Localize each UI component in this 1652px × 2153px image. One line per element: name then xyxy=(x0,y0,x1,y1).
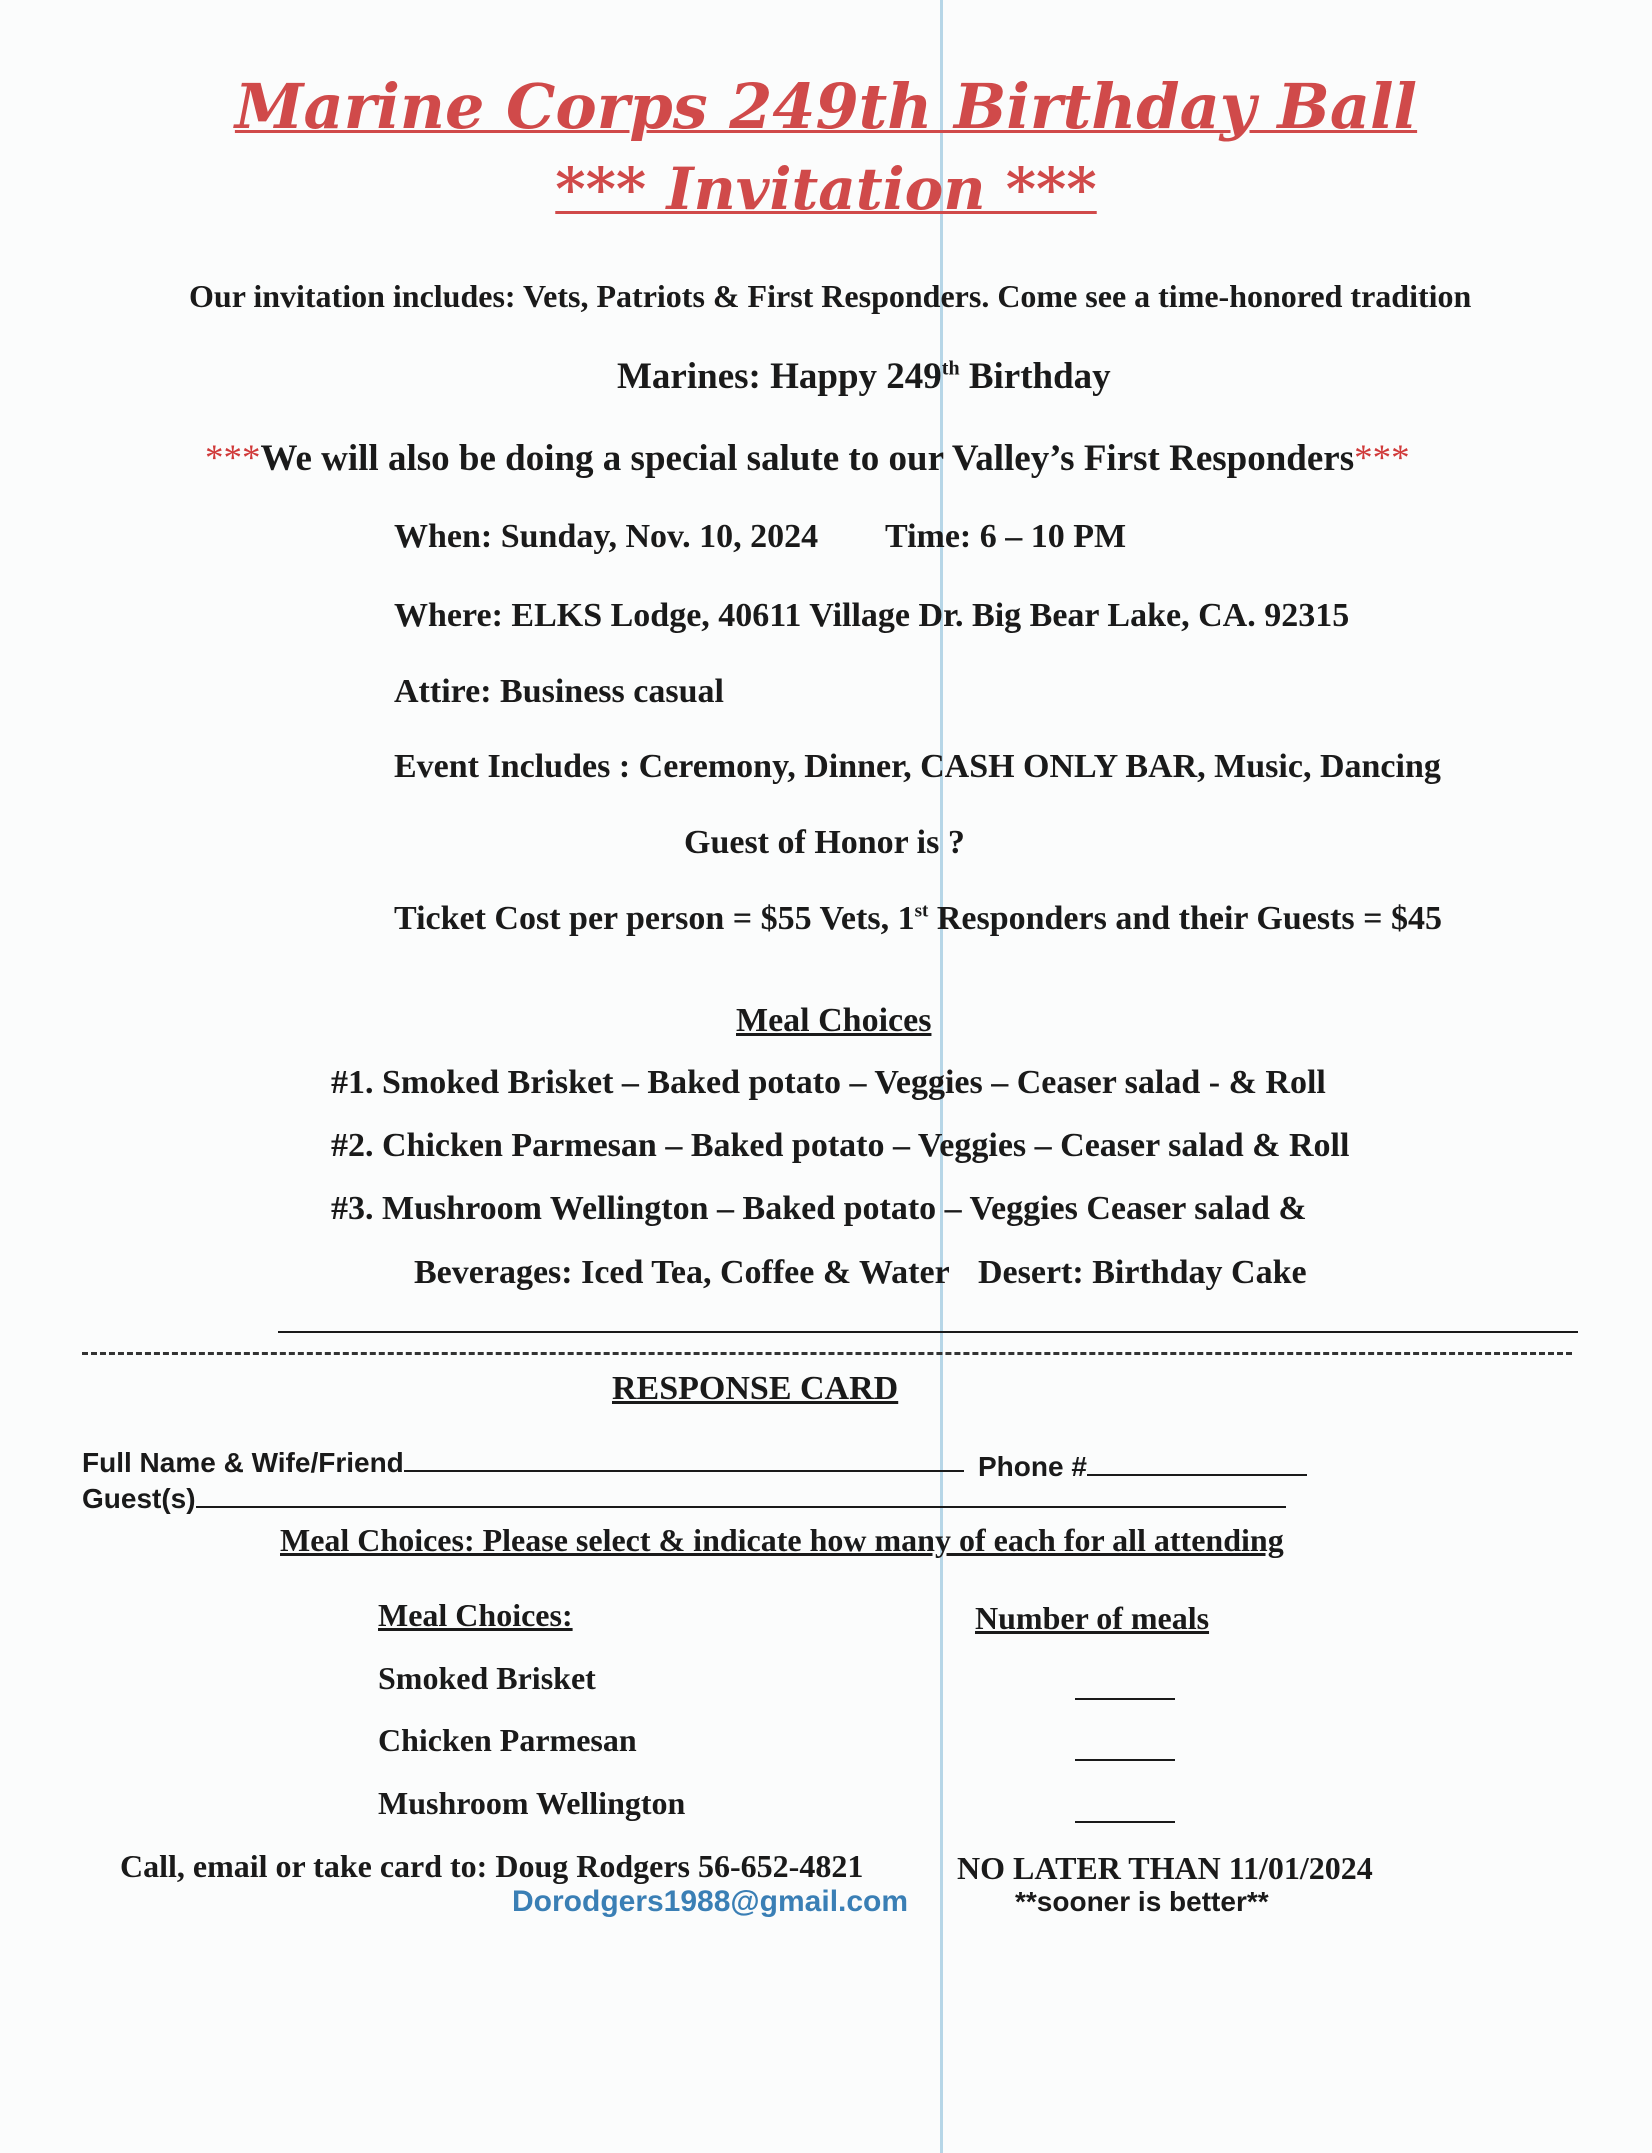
ticket-cost: Ticket Cost per person = $55 Vets, 1st Responders and their Guests = $45 xyxy=(394,900,1442,937)
choice-label: Smoked Brisket xyxy=(378,1660,596,1696)
response-instruction: Meal Choices: Please select & indicate how many of each for all attending xyxy=(280,1522,1284,1558)
guests-field[interactable]: Guest(s) xyxy=(82,1483,1286,1515)
contact-line: Call, email or take card to: Doug Rodgers 56-652-4821 xyxy=(120,1848,864,1884)
event-when: When: Sunday, Nov. 10, 2024 xyxy=(394,518,819,555)
beverages: Beverages: Iced Tea, Coffee & Water xyxy=(414,1254,950,1291)
col-meal-header: Meal Choices: xyxy=(378,1597,573,1633)
guest-of-honor: Guest of Honor is ? xyxy=(684,824,965,861)
count-blank-brisket[interactable] xyxy=(1075,1697,1175,1700)
page-subtitle: *** Invitation *** xyxy=(555,155,1097,223)
meal-item: #1. Smoked Brisket – Baked potato – Veggies – Ceaser salad - & Roll xyxy=(331,1064,1326,1101)
meal-item: #2. Chicken Parmesan – Baked potato – Veggies – Ceaser salad & Roll xyxy=(331,1127,1350,1164)
desert: Desert: Birthday Cake xyxy=(978,1254,1307,1291)
event-attire: Attire: Business casual xyxy=(394,673,724,710)
cut-line xyxy=(82,1352,1572,1355)
response-card-heading: RESPONSE CARD xyxy=(612,1370,899,1407)
intro-includes: Our invitation includes: Vets, Patriots & First Responders. Come see a time-honored tradition xyxy=(189,278,1472,314)
count-blank-wellington[interactable] xyxy=(1075,1820,1175,1823)
salute-line: ***We will also be doing a special salute to our Valley’s First Responders*** xyxy=(205,438,1410,479)
page-title: Marine Corps 249th Birthday Ball xyxy=(234,70,1418,143)
event-time: Time: 6 – 10 PM xyxy=(885,518,1127,555)
count-blank-parmesan[interactable] xyxy=(1075,1758,1175,1761)
choice-label: Chicken Parmesan xyxy=(378,1722,637,1758)
divider-line xyxy=(278,1331,1578,1333)
deadline-note: **sooner is better** xyxy=(1015,1886,1269,1917)
meal-item: #3. Mushroom Wellington – Baked potato – Veggies Ceaser salad & xyxy=(331,1190,1307,1227)
marines-greeting: Marines: Happy 249th Birthday xyxy=(617,356,1111,397)
meal-choices-heading: Meal Choices xyxy=(736,1002,932,1039)
deadline: NO LATER THAN 11/01/2024 xyxy=(957,1850,1373,1886)
choice-label: Mushroom Wellington xyxy=(378,1785,686,1821)
phone-field[interactable]: Phone # xyxy=(978,1451,1307,1483)
event-where: Where: ELKS Lodge, 40611 Village Dr. Big Bear Lake, CA. 92315 xyxy=(394,597,1350,634)
col-count-header: Number of meals xyxy=(975,1600,1210,1636)
event-includes: Event Includes : Ceremony, Dinner, CASH ONLY BAR, Music, Dancing xyxy=(394,748,1441,785)
contact-email[interactable]: Dorodgers1988@gmail.com xyxy=(512,1885,909,1918)
full-name-field[interactable]: Full Name & Wife/Friend xyxy=(82,1447,964,1479)
